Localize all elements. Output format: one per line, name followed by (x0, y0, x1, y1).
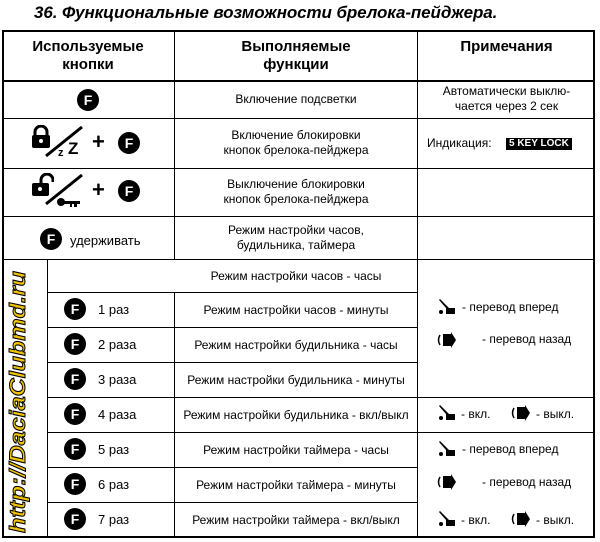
note-off: - выкл. (536, 513, 575, 527)
forward-button-icon (437, 510, 457, 528)
press-count: 6 раз (98, 477, 130, 492)
f-button-icon: F (118, 132, 140, 154)
f-button-icon: F (64, 508, 86, 530)
f-button-icon: F (64, 368, 86, 390)
note-forward: - перевод вперед (462, 442, 559, 456)
f-button-icon: F (64, 438, 86, 460)
forward-button-icon (437, 404, 457, 422)
function-lock-off-line1: Выключение блокировки (227, 177, 365, 191)
header-buttons-line2: кнопки (62, 56, 114, 73)
header-notes: Примечания (460, 38, 553, 55)
slash-icon (44, 124, 88, 158)
plus-sign: + (92, 129, 105, 154)
key-icon (56, 196, 82, 208)
function-backlight: Включение подсветки (235, 92, 357, 106)
grid-line (2, 216, 595, 217)
grid-line (47, 362, 418, 363)
back-button-icon (511, 509, 533, 529)
header-buttons-line1: Используемые (32, 38, 144, 55)
note-backlight-line2: чается через 2 сек (454, 99, 559, 113)
note-on: - вкл. (461, 513, 491, 527)
note-indication-label: Индикация: (427, 136, 492, 150)
f-button-icon: F (40, 228, 62, 250)
press-count: 7 раз (98, 512, 130, 527)
note-backlight-line1: Автоматически выклю- (442, 84, 571, 98)
grid-line (47, 292, 418, 293)
note-back: - перевод назад (482, 475, 572, 489)
submode-function: Режим настройки будильника - часы (194, 338, 398, 352)
submode-function: Режим настройки таймера - минуты (196, 478, 396, 492)
function-lock-on-line1: Включение блокировки (231, 128, 361, 142)
submode-function: Режим настройки часов - часы (210, 269, 382, 283)
grid-line (2, 118, 595, 119)
grid-line (47, 502, 418, 503)
back-button-icon (437, 330, 459, 350)
hold-label: удерживать (70, 233, 141, 248)
note-off: - выкл. (536, 407, 575, 421)
grid-line (47, 467, 418, 468)
function-lock-off-line2: кнопок брелока-пейджера (223, 192, 369, 206)
header-functions-line2: функции (263, 56, 329, 73)
back-button-icon (511, 403, 533, 423)
press-count: 5 раз (98, 442, 130, 457)
grid-line (2, 259, 595, 260)
svg-text:http://DaciaClubmd.ru: http://DaciaClubmd.ru (5, 303, 30, 533)
f-button-icon: F (64, 298, 86, 320)
f-button-icon: F (64, 403, 86, 425)
grid-line (2, 80, 595, 82)
submode-function: Режим настройки будильника - минуты (187, 373, 405, 387)
forward-button-icon (437, 440, 457, 458)
press-count: 3 раза (98, 372, 137, 387)
press-count: 4 раза (98, 407, 137, 422)
press-count: 2 раза (98, 337, 137, 352)
f-button-icon: F (64, 333, 86, 355)
function-hold-line2: будильника, таймера (236, 238, 356, 252)
back-button-icon (437, 472, 459, 492)
forward-button-icon (437, 298, 457, 316)
submode-function: Режим настройки будильника - вкл/выкл (183, 408, 409, 422)
grid-line (2, 168, 595, 169)
f-button-icon: F (77, 89, 99, 111)
sleep-big-z: Z (68, 139, 79, 158)
submode-function: Режим настройки часов - минуты (203, 303, 389, 317)
key-lock-indicator: 5 KEY LOCK (506, 138, 572, 150)
submode-function: Режим настройки таймера - вкл/выкл (192, 513, 400, 527)
note-on: - вкл. (461, 407, 491, 421)
watermark-url (0, 265, 36, 537)
header-functions-line1: Выполняемые (241, 38, 351, 55)
submode-function: Режим настройки таймера - часы (203, 443, 389, 457)
note-back: - перевод назад (482, 332, 572, 346)
function-lock-on-line2: кнопок брелока-пейджера (223, 143, 369, 157)
sleep-small-z: z (58, 147, 64, 159)
plus-sign: + (92, 177, 105, 202)
grid-line (47, 327, 418, 328)
note-forward: - перевод вперед (462, 300, 559, 314)
document-title: 36. Функциональные возможности брелока-пейджера. (34, 3, 498, 22)
f-button-icon: F (64, 473, 86, 495)
press-count: 1 раз (98, 302, 130, 317)
grid-line (47, 432, 595, 433)
f-button-icon: F (118, 180, 140, 202)
grid-line (47, 397, 595, 398)
function-hold-line1: Режим настройки часов, (228, 223, 364, 237)
grid-line (47, 259, 48, 538)
